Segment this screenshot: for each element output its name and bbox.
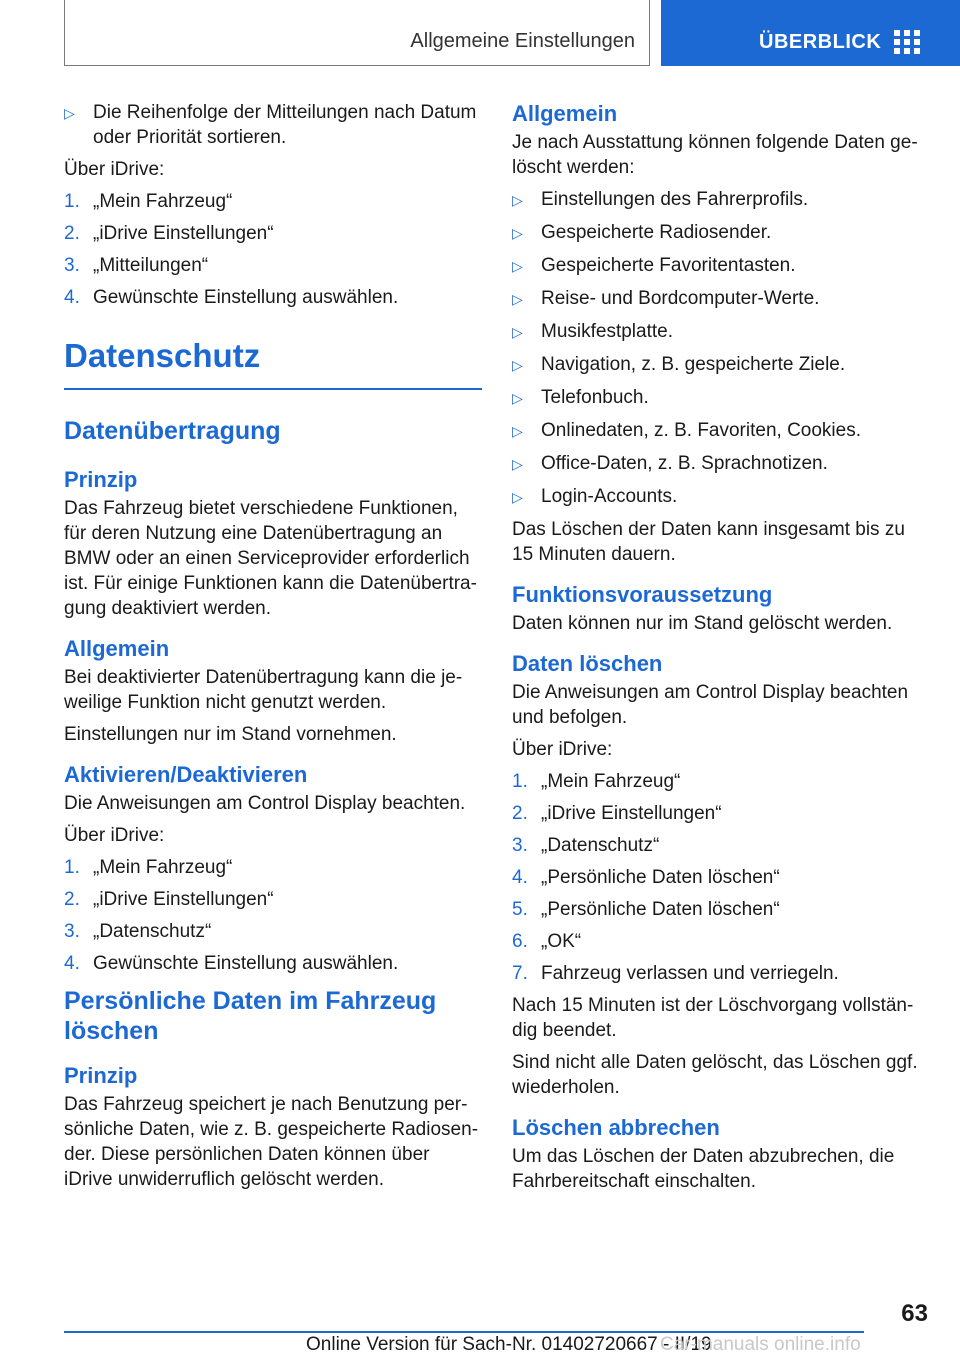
list-item: ▷ Einstellungen des Fahrerprofils.: [512, 187, 928, 213]
subsection-title: Daten löschen: [512, 651, 663, 676]
paragraph: Um das Löschen der Daten abzubrechen, die Fahrbereitschaft einschalten.: [512, 1146, 895, 1192]
triangle-bullet-icon: ▷: [512, 324, 523, 340]
list-item: 1. „Mein Fahrzeug“: [512, 771, 681, 792]
steps-list: [512, 769, 928, 986]
list-item: 4. „Persönliche Daten löschen“: [512, 867, 780, 888]
list-item: 6. „OK“: [512, 931, 582, 952]
list-item: 1. „Mein Fahrzeug“: [64, 191, 233, 212]
triangle-bullet-icon: ▷: [512, 456, 523, 472]
list-item: ▷ Reise- und Bordcomputer-Werte.: [512, 286, 928, 312]
triangle-bullet-icon: ▷: [512, 291, 523, 307]
overview-label: ÜBERBLICK: [759, 31, 882, 53]
list-item: 4. Gewünschte Einstellung auswählen.: [64, 287, 399, 308]
list-item: ▷ Login-Accounts.: [512, 484, 928, 510]
list-item: 2. „iDrive Einstellungen“: [64, 223, 274, 244]
subsection-title: Aktivieren/Deaktivieren: [64, 762, 308, 787]
triangle-bullet-icon: ▷: [512, 192, 523, 208]
list-item: 1. „Mein Fahrzeug“: [64, 857, 233, 878]
triangle-bullet-icon: ▷: [512, 423, 523, 439]
section-title: Persönliche Daten im Fahrzeug löschen: [64, 987, 437, 1045]
paragraph: Die Anweisungen am Control Display beachten.: [64, 793, 466, 814]
list-item: ▷ Musikfestplatte.: [512, 319, 928, 345]
steps-list: [64, 855, 482, 976]
list-item: 2. „iDrive Einstellungen“: [64, 889, 274, 910]
triangle-bullet-icon: ▷: [512, 258, 523, 274]
steps-list: [64, 189, 482, 310]
list-item: 5. „Persönliche Daten löschen“: [512, 899, 780, 920]
list-item: ▷ Gespeicherte Radiosender.: [512, 220, 928, 246]
footer-divider: [64, 1331, 864, 1333]
list-item: 7. Fahrzeug verlassen und verriegeln.: [512, 963, 839, 984]
paragraph: Das Fahrzeug bietet verschiedene Funktionen, für deren Nutzung eine Datenübertragung an BMW oder an einen Serviceprovider erforderlich ist. Für einige Funktionen kann die Datenübertragung deaktiviert werden.: [64, 498, 477, 619]
paragraph: Das Fahrzeug speichert je nach Benutzung persönliche Daten, wie z. B. gespeicherte Radiosender. Diese persönlichen Daten können über iDrive unwiderruflich gelöscht werden.: [64, 1094, 479, 1190]
list-item: 3. „Mitteilungen“: [64, 255, 209, 276]
right-column: [512, 100, 928, 1201]
page-number: 63: [901, 1300, 928, 1327]
paragraph: Die Anweisungen am Control Display beachten und befolgen.: [512, 682, 909, 728]
online-version-note: Online Version für Sach-Nr. 01402720667 - II/19: [306, 1334, 712, 1355]
subsection-title: Löschen abbrechen: [512, 1115, 720, 1140]
paragraph: Einstellungen nur im Stand vornehmen.: [64, 724, 397, 745]
via-idrive-label: Über iDrive:: [512, 739, 613, 760]
list-item: 4. Gewünschte Einstellung auswählen.: [64, 953, 399, 974]
list-item: ▷ Telefonbuch.: [512, 385, 928, 411]
triangle-bullet-icon: ▷: [512, 225, 523, 241]
list-item: 3. „Datenschutz“: [64, 921, 212, 942]
subsection-title: Prinzip: [64, 1063, 138, 1088]
list-item: ▷ Die Reihenfolge der Mitteilungen nach Datum oder Priorität sortieren.: [64, 102, 477, 148]
page-header: [0, 0, 960, 66]
left-column: [64, 100, 482, 1199]
paragraph: Sind nicht alle Daten gelöscht, das Löschen ggf. wiederholen.: [512, 1052, 918, 1098]
via-idrive-label: Über iDrive:: [64, 159, 165, 180]
subsection-title: Allgemein: [64, 636, 170, 661]
watermark-logo: Car-manuals online.info: [660, 1334, 861, 1355]
paragraph: Das Löschen der Daten kann insgesamt bis zu 15 Minuten dauern.: [512, 519, 905, 565]
subsection-title: Prinzip: [64, 467, 138, 492]
chapter-divider: [64, 388, 482, 390]
via-idrive-label: Über iDrive:: [64, 825, 165, 846]
triangle-bullet-icon: ▷: [512, 390, 523, 406]
paragraph: Daten können nur im Stand gelöscht werden.: [512, 613, 893, 634]
list-item: 2. „iDrive Einstellungen“: [512, 803, 722, 824]
section-title: Allgemeine Einstellungen: [410, 30, 635, 52]
triangle-bullet-icon: ▷: [512, 489, 523, 505]
triangle-bullet-icon: ▷: [64, 105, 75, 121]
triangle-bullet-icon: ▷: [512, 357, 523, 373]
data-items-list: [512, 187, 928, 510]
list-item: ▷ Navigation, z. B. gespeicherte Ziele.: [512, 352, 928, 378]
list-item: ▷ Office-Daten, z. B. Sprachnotizen.: [512, 451, 928, 477]
chapter-title: Datenschutz: [64, 337, 261, 374]
subsection-title: Funktionsvoraussetzung: [512, 582, 773, 607]
subsection-title: Allgemein: [512, 101, 618, 126]
list-item: ▷ Onlinedaten, z. B. Favoriten, Cookies.: [512, 418, 928, 444]
list-item: ▷ Gespeicherte Favoritentasten.: [512, 253, 928, 279]
paragraph: Bei deaktivierter Datenübertragung kann die jeweilige Funktion nicht genutzt werden.: [64, 667, 463, 713]
section-tab: [64, 0, 650, 66]
section-title: Datenübertragung: [64, 417, 281, 445]
list-item: 3. „Datenschutz“: [512, 835, 660, 856]
paragraph: Nach 15 Minuten ist der Löschvorgang vollständig beendet.: [512, 995, 914, 1041]
grid-icon[interactable]: [894, 30, 920, 54]
paragraph: Je nach Ausstattung können folgende Daten gelöscht werden:: [512, 132, 918, 178]
